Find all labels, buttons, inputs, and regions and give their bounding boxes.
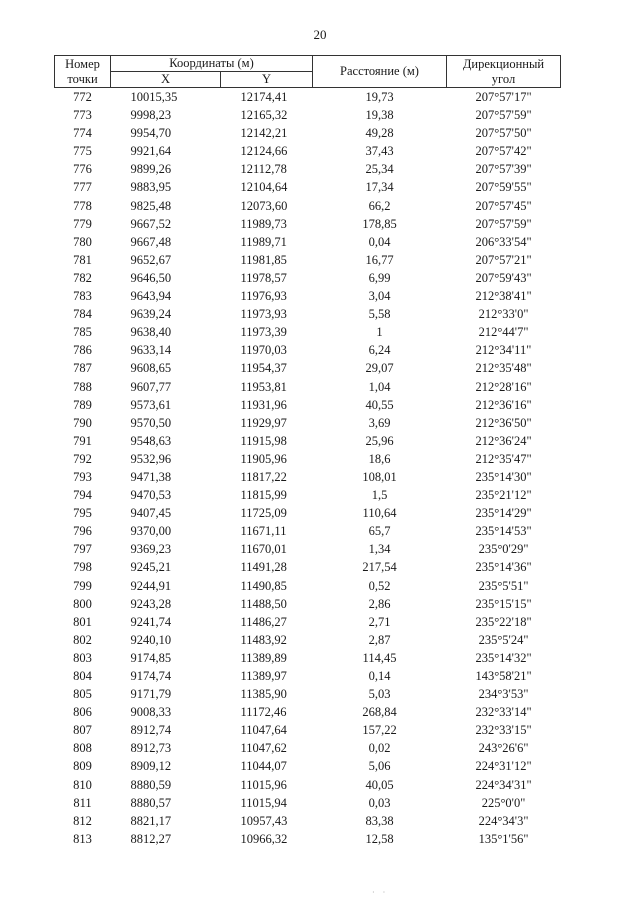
cell-distance: 178,85: [362, 216, 397, 231]
table-row: [55, 631, 561, 649]
header-distance: Расстояние (м): [313, 56, 447, 88]
cell-point-number: 781: [73, 252, 92, 267]
table-row: [55, 341, 561, 359]
table-row: [55, 142, 561, 160]
table-row: [55, 721, 561, 739]
cell-point-number: 797: [73, 542, 92, 557]
cell-distance: 5,06: [368, 759, 391, 774]
page-number: 20: [313, 27, 327, 42]
cell-point-number: 805: [73, 687, 92, 702]
cell-angle: 135°1'56": [478, 831, 529, 846]
cell-point-number: 803: [73, 650, 92, 665]
header-angle-line1: Дирекционный: [462, 56, 545, 71]
cell-point-number: 806: [73, 705, 92, 720]
cell-angle: 235°5'51": [478, 578, 529, 593]
cell-point-number: 809: [73, 759, 92, 774]
cell-distance: 5,03: [368, 687, 391, 702]
table-row: [55, 667, 561, 685]
cell-point-number: 812: [73, 813, 92, 828]
cell-angle: 207°57'59": [475, 216, 532, 231]
cell-x: 9240,10: [130, 632, 172, 647]
cell-y: 11015,94: [240, 795, 287, 810]
cell-distance: 49,28: [365, 126, 394, 141]
cell-angle: 235°22'18": [475, 614, 532, 629]
cell-angle: 235°14'32": [475, 650, 532, 665]
cell-point-number: 773: [73, 108, 92, 123]
table-body: [55, 88, 561, 848]
cell-distance: 0,04: [368, 234, 391, 249]
header-angle-line2: угол: [491, 71, 516, 86]
cell-x: 9241,74: [130, 614, 172, 629]
cell-angle: 235°5'24": [478, 632, 529, 647]
cell-distance: 3,04: [368, 289, 391, 304]
cell-angle: 207°59'43": [475, 270, 532, 285]
header-coordinates: Координаты (м): [111, 56, 313, 72]
cell-point-number: 778: [73, 198, 92, 213]
cell-distance: 65,7: [368, 524, 391, 539]
cell-point-number: 776: [73, 162, 92, 177]
cell-y: 12165,32: [240, 108, 288, 123]
cell-point-number: 794: [73, 488, 92, 503]
cell-y: 11989,71: [240, 234, 287, 249]
cell-angle: 212°35'47": [475, 451, 532, 466]
cell-y: 11989,73: [240, 216, 287, 231]
cell-angle: 212°36'24": [475, 433, 532, 448]
cell-x: 9573,61: [130, 397, 172, 412]
cell-distance: 40,05: [365, 777, 394, 792]
table-row: [55, 414, 561, 432]
cell-y: 11389,89: [240, 650, 287, 665]
cell-x: 9470,53: [130, 488, 172, 503]
cell-angle: 225°0'0": [481, 795, 526, 810]
table-row: [55, 757, 561, 775]
cell-x: 9243,28: [130, 596, 172, 611]
cell-distance: 1: [376, 325, 383, 340]
cell-point-number: 772: [73, 90, 92, 104]
cell-angle: 212°36'50": [475, 415, 532, 430]
cell-y: 11815,99: [240, 488, 287, 503]
cell-y: 11670,01: [240, 542, 287, 557]
cell-x: 9954,70: [130, 126, 172, 141]
cell-x: 9471,38: [130, 469, 172, 484]
table-header: [55, 56, 561, 88]
cell-x: 9008,33: [130, 705, 172, 720]
cell-y: 11047,62: [240, 741, 287, 756]
cell-y: 11486,27: [240, 614, 287, 629]
cell-x: 9407,45: [130, 506, 172, 521]
cell-angle: 207°57'21": [475, 252, 532, 267]
cell-angle: 206°33'54": [475, 234, 532, 249]
cell-point-number: 780: [73, 234, 92, 249]
cell-y: 11488,50: [240, 596, 287, 611]
table-row: [55, 558, 561, 576]
cell-angle: 212°28'16": [475, 379, 532, 394]
cell-x: 8812,27: [130, 831, 172, 846]
cell-y: 11725,09: [240, 506, 287, 521]
table-row: [55, 287, 561, 305]
cell-y: 12073,60: [240, 198, 288, 213]
header-direction-angle: [447, 56, 561, 88]
cell-angle: 232°33'14": [475, 705, 532, 720]
table-row: [55, 432, 561, 450]
cell-y: 11015,96: [240, 777, 287, 792]
cell-y: 10957,43: [240, 813, 288, 828]
cell-distance: 268,84: [362, 705, 397, 720]
table-row: [55, 812, 561, 830]
cell-angle: 235°21'12": [475, 488, 532, 503]
cell-y: 11973,39: [240, 325, 287, 340]
cell-point-number: 796: [73, 524, 92, 539]
cell-x: 9245,21: [130, 560, 172, 575]
cell-x: 9570,50: [130, 415, 172, 430]
cell-point-number: 777: [73, 180, 92, 195]
cell-x: 8821,17: [130, 813, 172, 828]
cell-x: 9825,48: [130, 198, 172, 213]
cell-point-number: 802: [73, 632, 92, 647]
cell-point-number: 798: [73, 560, 92, 575]
cell-distance: 5,58: [368, 307, 391, 322]
table-row: [55, 160, 561, 178]
cell-x: 8880,57: [130, 795, 172, 810]
cell-point-number: 804: [73, 669, 92, 683]
cell-point-number: 808: [73, 741, 92, 756]
cell-point-number: 775: [73, 144, 92, 159]
cell-y: 11047,64: [240, 723, 287, 738]
cell-angle: 235°15'15": [475, 596, 532, 611]
table-row: [55, 468, 561, 486]
cell-angle: 234°3'53": [478, 687, 529, 702]
cell-x: 9633,14: [130, 343, 172, 358]
cell-angle: 212°38'41": [475, 289, 532, 304]
cell-x: 8880,59: [130, 777, 172, 792]
header-point-number: [55, 56, 111, 88]
table-row: [55, 595, 561, 613]
scan-marks: · ·: [372, 888, 389, 897]
table-row: [55, 396, 561, 414]
cell-y: 11929,97: [240, 415, 287, 430]
cell-angle: 207°57'59": [475, 108, 532, 123]
table-row: [55, 794, 561, 812]
table-row: [55, 269, 561, 287]
cell-y: 11172,46: [240, 705, 287, 720]
table-row: [55, 178, 561, 196]
cell-distance: 3,69: [368, 415, 391, 430]
cell-point-number: 774: [73, 126, 92, 141]
cell-angle: 235°14'29": [475, 506, 532, 521]
cell-y: 11389,97: [240, 669, 287, 683]
cell-point-number: 795: [73, 506, 92, 521]
cell-x: 9174,85: [130, 650, 172, 665]
cell-y: 11491,28: [240, 560, 287, 575]
cell-x: 8912,73: [130, 741, 172, 756]
table-row: [55, 703, 561, 721]
cell-distance: 19,38: [365, 108, 394, 123]
cell-angle: 235°14'36": [475, 560, 532, 575]
cell-y: 11981,85: [240, 252, 287, 267]
cell-point-number: 801: [73, 614, 92, 629]
cell-distance: 16,77: [365, 252, 394, 267]
cell-y: 11915,98: [240, 433, 287, 448]
cell-distance: 6,99: [368, 270, 391, 285]
cell-y: 11953,81: [240, 379, 287, 394]
table-row: [55, 540, 561, 558]
cell-distance: 40,55: [365, 397, 394, 412]
cell-distance: 29,07: [365, 361, 394, 376]
cell-angle: 207°57'50": [475, 126, 532, 141]
cell-y: 11954,37: [240, 361, 287, 376]
cell-distance: 1,5: [371, 488, 388, 503]
cell-angle: 235°14'30": [475, 469, 532, 484]
table-row: [55, 233, 561, 251]
table-row: [55, 197, 561, 215]
cell-x: 9646,50: [130, 270, 172, 285]
cell-point-number: 790: [73, 415, 92, 430]
cell-y: 11905,96: [240, 451, 287, 466]
table-row: [55, 124, 561, 142]
cell-angle: 224°34'3": [478, 813, 529, 828]
table-row: [55, 649, 561, 667]
cell-point-number: 784: [73, 307, 92, 322]
cell-angle: 143°58'21": [475, 669, 532, 683]
cell-distance: 1,04: [368, 379, 391, 394]
table-row: [55, 450, 561, 468]
cell-distance: 25,96: [365, 433, 394, 448]
cell-angle: 235°14'53": [475, 524, 532, 539]
cell-x: 9244,91: [130, 578, 172, 593]
cell-point-number: 810: [73, 777, 92, 792]
cell-x: 8912,74: [130, 723, 172, 738]
cell-distance: 37,43: [365, 144, 394, 159]
cell-distance: 0,03: [368, 795, 391, 810]
cell-angle: 224°34'31": [475, 777, 532, 792]
cell-y: 11817,22: [240, 469, 287, 484]
header-point-number-line1: Номер: [65, 56, 100, 71]
table-row: [55, 486, 561, 504]
cell-angle: 207°57'42": [475, 144, 532, 159]
cell-point-number: 799: [73, 578, 92, 593]
cell-angle: 212°33'0": [478, 307, 529, 322]
cell-point-number: 791: [73, 433, 92, 448]
cell-angle: 212°44'7": [478, 325, 529, 340]
cell-point-number: 807: [73, 723, 92, 738]
table-row: [55, 522, 561, 540]
cell-distance: 2,86: [368, 596, 391, 611]
cell-distance: 66,2: [368, 198, 391, 213]
cell-x: 9548,63: [130, 433, 172, 448]
cell-x: 9171,79: [130, 687, 172, 702]
cell-y: 12142,21: [240, 126, 288, 141]
table-row: [55, 504, 561, 522]
cell-distance: 217,54: [362, 560, 397, 575]
table-row: [55, 685, 561, 703]
cell-y: 11970,03: [240, 343, 287, 358]
header-y: Y: [221, 72, 313, 88]
cell-y: 11483,92: [240, 632, 287, 647]
table-row: [55, 378, 561, 396]
cell-distance: 108,01: [362, 469, 397, 484]
cell-angle: 235°0'29": [478, 542, 529, 557]
cell-y: 11044,07: [240, 759, 287, 774]
cell-y: 12174,41: [240, 90, 288, 104]
cell-point-number: 792: [73, 451, 92, 466]
cell-x: 8909,12: [130, 759, 172, 774]
cell-distance: 157,22: [362, 723, 397, 738]
cell-point-number: 787: [73, 361, 92, 376]
cell-y: 12124,66: [240, 144, 288, 159]
cell-y: 12104,64: [240, 180, 288, 195]
header-x: X: [111, 72, 221, 88]
cell-y: 11385,90: [240, 687, 287, 702]
cell-y: 10966,32: [240, 831, 288, 846]
cell-x: 9652,67: [130, 252, 172, 267]
cell-x: 9883,95: [130, 180, 172, 195]
cell-x: 9667,52: [130, 216, 172, 231]
cell-distance: 83,38: [365, 813, 394, 828]
cell-x: 9369,23: [130, 542, 172, 557]
table-row: [55, 359, 561, 377]
cell-distance: 18,6: [368, 451, 391, 466]
cell-x: 9608,65: [130, 361, 172, 376]
table-row: [55, 613, 561, 631]
cell-distance: 2,87: [368, 632, 391, 647]
cell-x: 9607,77: [130, 379, 172, 394]
cell-distance: 0,14: [368, 669, 391, 683]
cell-y: 11976,93: [240, 289, 287, 304]
coordinates-table: [54, 55, 561, 848]
cell-x: 9667,48: [130, 234, 172, 249]
table-row: [55, 106, 561, 124]
cell-x: 9921,64: [130, 144, 172, 159]
cell-point-number: 783: [73, 289, 92, 304]
cell-x: 9174,74: [130, 669, 172, 683]
cell-angle: 207°57'45": [475, 198, 532, 213]
cell-angle: 207°57'17": [475, 90, 532, 104]
cell-point-number: 789: [73, 397, 92, 412]
cell-distance: 12,58: [365, 831, 394, 846]
cell-distance: 25,34: [365, 162, 394, 177]
cell-angle: 207°59'55": [475, 180, 532, 195]
cell-distance: 0,52: [368, 578, 391, 593]
table-row: [55, 88, 561, 107]
table-row: [55, 830, 561, 848]
cell-distance: 110,64: [362, 506, 397, 521]
cell-y: 11490,85: [240, 578, 287, 593]
cell-distance: 6,24: [368, 343, 391, 358]
cell-angle: 212°34'11": [475, 343, 532, 358]
table-row: [55, 577, 561, 595]
cell-distance: 2,71: [368, 614, 391, 629]
cell-y: 12112,78: [240, 162, 287, 177]
cell-distance: 19,73: [365, 90, 394, 104]
cell-point-number: 813: [73, 831, 92, 846]
cell-point-number: 786: [73, 343, 92, 358]
cell-distance: 17,34: [365, 180, 394, 195]
cell-angle: 224°31'12": [475, 759, 532, 774]
cell-x: 9370,00: [130, 524, 172, 539]
table-row: [55, 215, 561, 233]
cell-y: 11973,93: [240, 307, 287, 322]
cell-x: 10015,35: [130, 90, 178, 104]
table-row: [55, 323, 561, 341]
table-row: [55, 739, 561, 757]
cell-point-number: 811: [73, 795, 92, 810]
cell-y: 11978,57: [240, 270, 287, 285]
cell-distance: 1,34: [368, 542, 391, 557]
cell-angle: 212°36'16": [475, 397, 532, 412]
cell-point-number: 785: [73, 325, 92, 340]
cell-x: 9899,26: [130, 162, 172, 177]
table-row: [55, 251, 561, 269]
cell-x: 9639,24: [130, 307, 172, 322]
cell-x: 9643,94: [130, 289, 172, 304]
cell-point-number: 800: [73, 596, 92, 611]
cell-y: 11671,11: [240, 524, 287, 539]
cell-x: 9532,96: [130, 451, 172, 466]
cell-distance: 114,45: [362, 650, 397, 665]
cell-x: 9998,23: [130, 108, 172, 123]
table-row: [55, 776, 561, 794]
cell-angle: 243°26'6": [478, 741, 529, 756]
table-row: [55, 305, 561, 323]
cell-y: 11931,96: [240, 397, 287, 412]
cell-x: 9638,40: [130, 325, 172, 340]
cell-point-number: 782: [73, 270, 92, 285]
cell-angle: 207°57'39": [475, 162, 532, 177]
cell-point-number: 793: [73, 469, 92, 484]
cell-angle: 232°33'15": [475, 723, 532, 738]
cell-distance: 0,02: [368, 741, 391, 756]
header-point-number-line2: точки: [67, 71, 98, 86]
cell-point-number: 779: [73, 216, 92, 231]
cell-angle: 212°35'48": [475, 361, 532, 376]
cell-point-number: 788: [73, 379, 92, 394]
